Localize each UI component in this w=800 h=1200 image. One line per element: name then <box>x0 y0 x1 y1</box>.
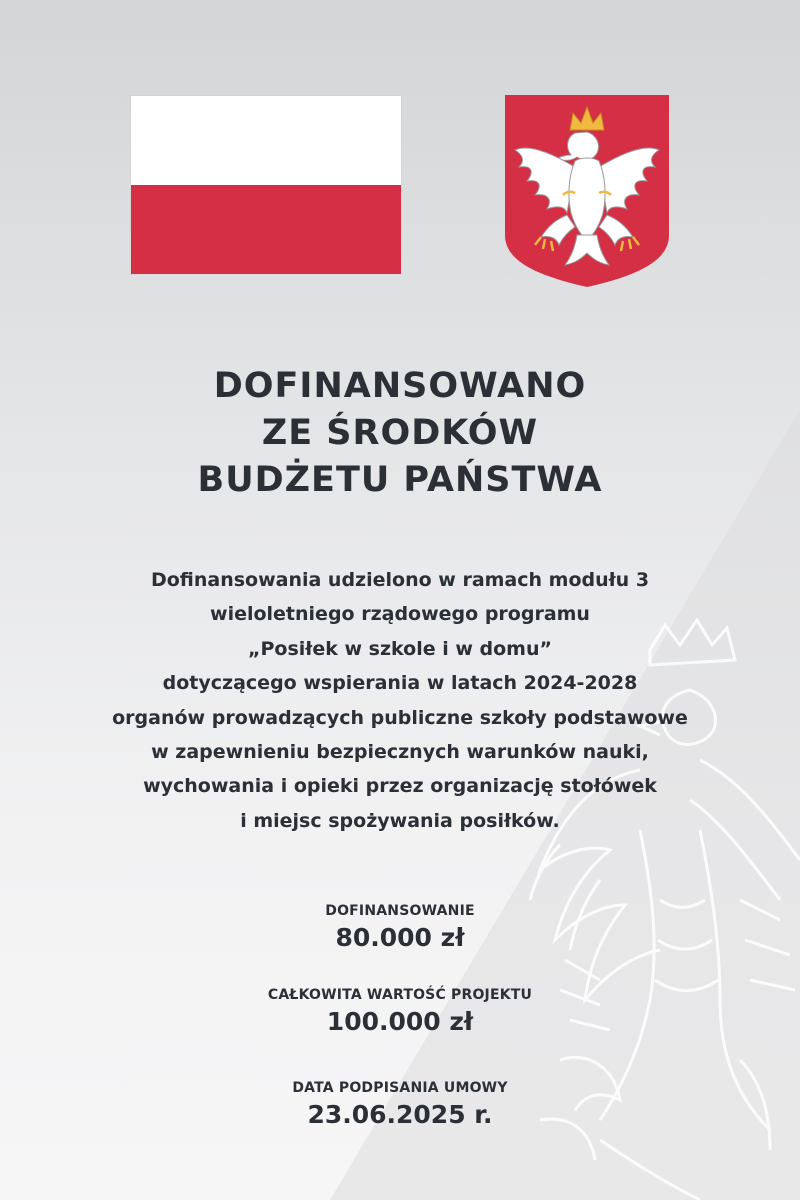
program-description <box>30 563 770 838</box>
funding-value: 80.000 zł <box>335 923 465 952</box>
headline-line: DOFINANSOWANO <box>213 366 587 406</box>
polish-flag-icon <box>131 96 401 274</box>
description-line: „Posiłek w szkole i w domu” <box>248 637 552 660</box>
description-line: wychowania i opieki przez organizację stołówek <box>143 775 657 798</box>
funding-label: DOFINANSOWANIE <box>325 903 475 919</box>
agreement-date-label: DATA PODPISANIA UMOWY <box>292 1080 508 1096</box>
total-value-amount: 100.000 zł <box>326 1007 474 1036</box>
total-value-label: CAŁKOWITA WARTOŚĆ PROJEKTU <box>267 987 533 1003</box>
description-line: w zapewnieniu bezpiecznych warunków nauki, <box>151 741 649 764</box>
headline-line: BUDŻETU PAŃSTWA <box>197 460 603 500</box>
headline-line: ZE ŚRODKÓW <box>261 413 539 453</box>
agreement-date-block <box>0 1078 800 1132</box>
flag-red-stripe <box>131 185 401 274</box>
description-line: wieloletniego rządowego programu <box>210 603 590 626</box>
agreement-date-value: 23.06.2025 r. <box>307 1100 493 1129</box>
funding-block <box>0 901 800 955</box>
flag-white-stripe <box>131 96 401 185</box>
description-line: i miejsc spożywania posiłków. <box>240 809 560 832</box>
polish-eagle-emblem-icon <box>505 95 669 287</box>
description-line: dotyczącego wspierania w latach 2024-2028 <box>162 672 638 695</box>
headline <box>0 363 800 504</box>
description-line: Dofinansowania udzielono w ramach modułu 3 <box>150 569 650 591</box>
total-value-block <box>0 985 800 1039</box>
description-line: organów prowadzących publiczne szkoły podstawowe <box>112 706 688 729</box>
